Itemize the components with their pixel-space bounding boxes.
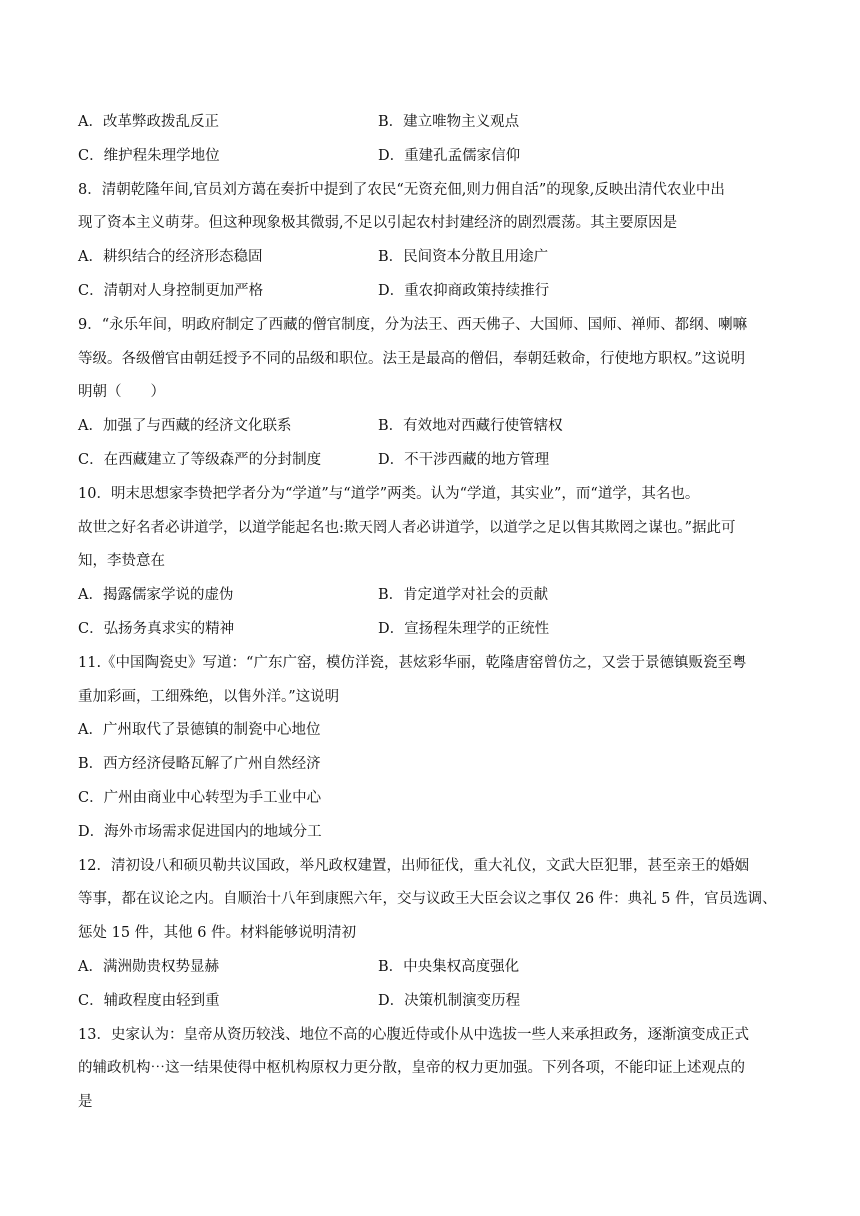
option-b: B．中央集权高度强化 — [378, 958, 520, 975]
option-row — [78, 579, 790, 613]
option-row — [78, 951, 790, 985]
question-11-stem-line: 重加彩画，工细殊绝，以售外洋。”这说明 — [78, 688, 340, 705]
option-c: C．广州由商业中心转型为手工业中心 — [78, 789, 322, 806]
exam-page — [78, 106, 790, 1120]
question-10-stem-line: 10．明末思想家李贽把学者分为“学道”与“道学”两类。认为“学道，其实业”，而“道学，其名也。 — [78, 485, 700, 502]
question-12-stem-line: 惩处 15 件，其他 6 件。材料能够说明清初 — [78, 925, 357, 942]
question-9-stem-line: 等级。各级僧官由朝廷授予不同的品级和职位。法王是最高的僧侣，奉朝廷敕命，行使地方职权。”这说明 — [78, 350, 746, 367]
option-a: A．广州取代了景德镇的制瓷中心地位 — [78, 722, 321, 739]
option-c: C．清朝对人身控制更加严格 — [78, 282, 264, 299]
option-d: D．决策机制演变历程 — [378, 992, 521, 1009]
option-d: D．海外市场需求促进国内的地域分工 — [78, 823, 322, 840]
option-row — [78, 444, 790, 478]
option-c: C．辅政程度由轻到重 — [78, 992, 220, 1009]
question-13-stem-line: 13．史家认为：皇帝从资历较浅、地位不高的心腹近侍或仆从中选拔一些人来承担政务，逐渐演变成正式 — [78, 1026, 749, 1043]
option-row — [78, 410, 790, 444]
option-d: D．重建孔孟儒家信仰 — [378, 147, 521, 164]
option-a: A．满洲勋贵权势显赫 — [78, 958, 219, 975]
question-10-stem-line: 故世之好名者必讲道学，以道学能起名也:欺天罔人者必讲道学，以道学之足以售其欺罔之谋也。”据此可 — [78, 519, 736, 536]
question-11-stem-line: 11.《中国陶瓷史》写道：“广东广窑，模仿洋瓷，甚炫彩华丽，乾隆唐窑曾仿之，又尝于景德镇贩瓷至粤 — [78, 654, 747, 671]
option-b: B．西方经济侵略瓦解了广州自然经济 — [78, 756, 321, 773]
option-d: D．不干涉西藏的地方管理 — [378, 451, 550, 468]
option-c: C．在西藏建立了等级森严的分封制度 — [78, 451, 322, 468]
option-row — [78, 613, 790, 647]
option-c: C．维护程朱理学地位 — [78, 147, 220, 164]
question-12-stem-line: 等事，都在议论之内。自顺治十八年到康熙六年，交与议政王大臣会议之事仅 26 件：典礼 5 件，官员选调、 — [78, 891, 777, 908]
option-a: A．改革弊政拨乱反正 — [78, 114, 219, 130]
question-12-stem-line: 12．清初设八和硕贝勒共议国政，举凡政权建置，出师征伐，重大礼仪，文武大臣犯罪，甚至亲王的婚姻 — [78, 857, 749, 874]
question-8-stem-line: 现了资本主义萌芽。但这种现象极其微弱,不足以引起农村封建经济的剧烈震荡。其主要原因是 — [78, 215, 678, 232]
option-c: C．弘扬务真求实的精神 — [78, 620, 235, 637]
option-row — [78, 106, 790, 140]
option-d: D．宣扬程朱理学的正统性 — [378, 620, 550, 637]
option-row — [78, 275, 790, 309]
question-8-stem-line: 8．清朝乾隆年间,官员刘方蔼在奏折中提到了农民“无资充佃,则力佣自活”的现象,反映出清代农业中出 — [78, 181, 725, 198]
option-a: A．耕织结合的经济形态稳固 — [78, 249, 263, 266]
question-13-stem-line: 是 — [78, 1094, 93, 1111]
option-row — [78, 985, 790, 1019]
question-10-stem-line: 知，李贽意在 — [78, 553, 165, 570]
option-a: A．加强了与西藏的经济文化联系 — [78, 418, 292, 435]
option-row — [78, 140, 790, 174]
option-b: B．有效地对西藏行使管辖权 — [378, 418, 563, 435]
option-b: B．建立唯物主义观点 — [378, 114, 520, 130]
option-b: B．肯定道学对社会的贡献 — [378, 587, 549, 604]
question-9-stem-line: 9．“永乐年间，明政府制定了西藏的僧官制度，分为法王、西天佛子、大国师、国师、禅师、都纲、喇嘛 — [78, 316, 748, 333]
question-13-stem-line: 的辅政机构⋯这一结果使得中枢机构原权力更分散，皇帝的权力更加强。下列各项，不能印证上述观点的 — [78, 1060, 745, 1077]
option-d: D．重农抑商政策持续推行 — [378, 282, 550, 299]
option-b: B．民间资本分散且用途广 — [378, 249, 549, 266]
option-a: A．揭露儒家学说的虚伪 — [78, 587, 234, 604]
question-9-stem-line: 明朝（ ） — [78, 384, 165, 401]
option-row — [78, 241, 790, 275]
